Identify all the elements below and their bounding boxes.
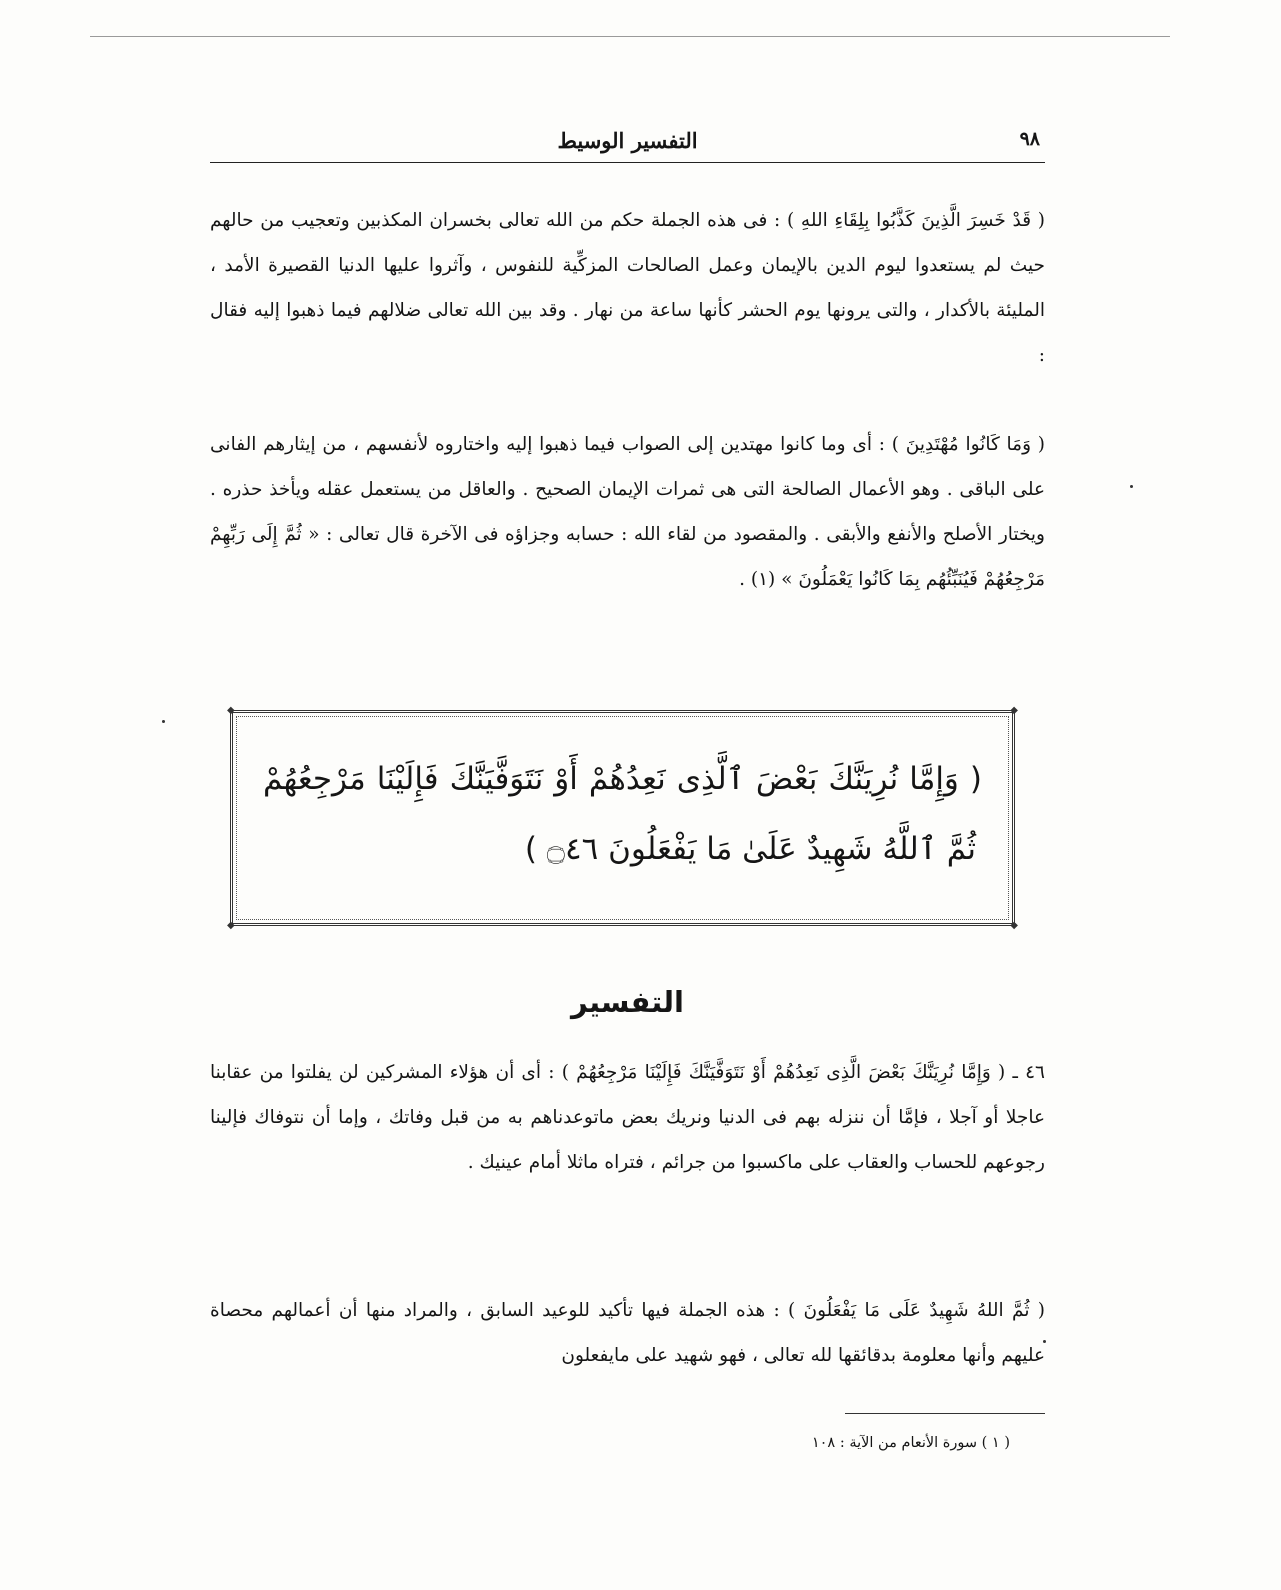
scan-speck bbox=[162, 720, 165, 723]
paragraph-1: ( قَدْ خَسِرَ الَّذِينَ كَذَّبُوا بِلِقَاءِ اللهِ ) : فى هذه الجملة حكم من الله تعالى بخسران المكذبين وتعجيب من حالهم حيث لم يستعدوا ليوم الدين بالإيمان وعمل الصالحات المزكِّية للنفوس ، وآثروا عليها الدنيا القصيرة الأمد ، المليئة بالأكدار ، والتى يرونها يوم الحشر كأنها ساعة من نهار . وقد بين الله تعالى ضلالهم فيما ذهبوا إليه فقال : bbox=[210, 210, 1045, 366]
page-number: ٩٨ bbox=[1019, 128, 1040, 150]
section-title: التفسير bbox=[571, 985, 684, 1019]
paragraph-3: ٤٦ ـ ( وَإِمَّا نُرِيَنَّكَ بَعْضَ الَّذِى نَعِدُهُمْ أَوْ نَتَوَفَّيَنَّكَ فَإِلَيْنَا مَرْجِعُهُمْ ) : أى أن هؤلاء المشركين لن يفلتوا من عقابنا عاجلا أو آجلا ، فإمَّا أن ننزله بهم فى الدنيا ونريك بعض ماتوعدناهم به من قبل وفاتك ، وإما أن نتوفاك فإلينا رجوعهم للحساب والعقاب على ماكسبوا من جرائم ، فتراه ماثلا أمام عينيك . bbox=[210, 1062, 1045, 1173]
paragraph-2: ( وَمَا كَانُوا مُهْتَدِينَ ) : أى وما كانوا مهتدين إلى الصواب فيما ذهبوا إليه واختاروه لأنفسهم ، من إيثارهم الفانى على الباقى . وهو الأعمال الصالحة التى هى ثمرات الإيمان الصحيح . والعاقل من يستعمل عقله ويأخذ حذره . ويختار الأصلح والأنفع والأبقى . والمقصود من لقاء الله : حسابه وجزاؤه فى الآخرة قال تعالى : « ثُمَّ إِلَى رَبِّهِمْ مَرْجِعُهُمْ فَيُنَبِّئُهُم بِمَا كَانُوا يَعْمَلُونَ » (١) . bbox=[210, 434, 1045, 590]
running-title: التفسير الوسيط bbox=[557, 128, 698, 153]
frame-ornament-icon: ◆ bbox=[227, 920, 235, 931]
running-header bbox=[210, 128, 1045, 163]
paragraph-4: ( ثُمَّ اللهُ شَهِيدٌ عَلَى مَا يَفْعَلُونَ ) : هذه الجملة فيها تأكيد للوعيد السابق ، والمراد منها أن أعمالهم محصاة عليهم وأنها معلومة بدقائقها لله تعالى ، فهو شهيد على مايفعلون bbox=[210, 1300, 1045, 1366]
scan-edge-line bbox=[90, 36, 1170, 37]
scan-speck bbox=[1043, 1340, 1046, 1343]
scan-speck bbox=[1130, 485, 1133, 488]
footnote: ( ١ ) سورة الأنعام من الآية : ١٠٨ bbox=[811, 1435, 1010, 1451]
verse-line-1: ( وَإِمَّا نُرِيَنَّكَ بَعْضَ ٱلَّذِى نَعِدُهُمْ أَوْ نَتَوَفَّيَنَّكَ فَإِلَيْنَا مَرْجِعُهُمْ bbox=[263, 761, 982, 797]
frame-ornament-icon: ◆ bbox=[1010, 705, 1018, 716]
verse-frame bbox=[227, 705, 1018, 931]
frame-ornament-icon: ◆ bbox=[1010, 920, 1018, 931]
verse-line-2: ثُمَّ ٱللَّهُ شَهِيدٌ عَلَىٰ مَا يَفْعَلُونَ ۝٤٦ ) bbox=[524, 831, 976, 867]
frame-ornament-icon: ◆ bbox=[227, 705, 235, 716]
footnote-rule bbox=[845, 1413, 1045, 1414]
